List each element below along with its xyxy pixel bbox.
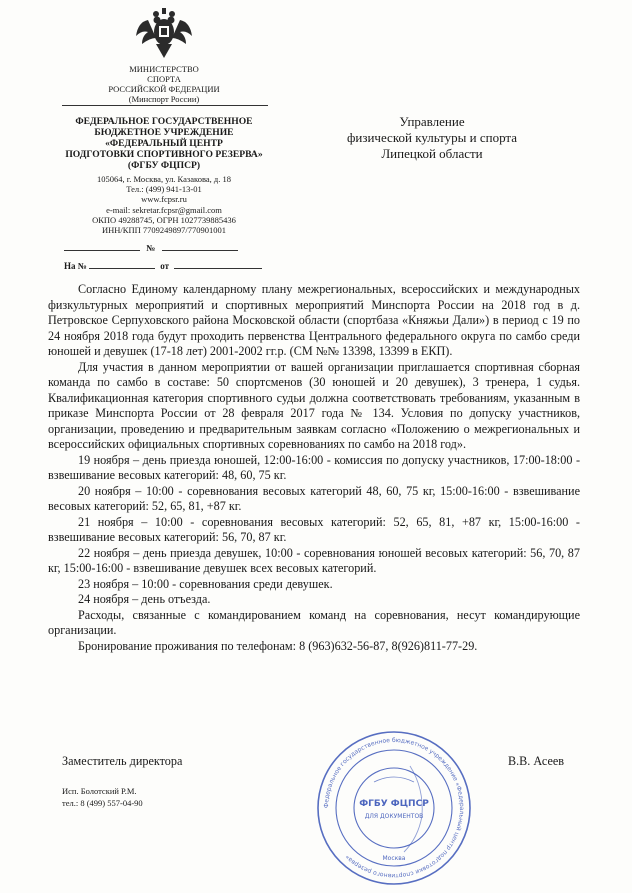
recipient-block — [332, 114, 532, 162]
reply-number-blank — [89, 258, 155, 269]
coat-of-arms-emblem — [134, 6, 194, 62]
stamp-city: Москва — [382, 855, 406, 862]
org-line: (ФГБУ ФЦПСР) — [127, 160, 201, 171]
address-line: e-mail: sekretar.fcpsr@gmail.com — [106, 204, 222, 215]
signatory-position: Заместитель директора — [62, 754, 183, 768]
letter-body — [48, 282, 580, 654]
ministry-line: РОССИЙСКОЙ ФЕДЕРАЦИИ — [108, 84, 220, 94]
ministry-block — [52, 64, 276, 104]
body-paragraph: Расходы, связанные с командированием команд на соревнования, несут командирующие организации. — [48, 607, 580, 637]
body-paragraph: Бронирование проживания по телефонам: 8 (963)632-56-87, 8(926)811-77-29. — [78, 638, 478, 653]
outgoing-date-blank — [64, 240, 140, 251]
org-line: ПОДГОТОВКИ СПОРТИВНОГО РЕЗЕРВА» — [65, 149, 263, 160]
address-line: ИНН/КПП 7709249897/770901001 — [102, 225, 226, 236]
reply-reference-line — [64, 258, 262, 271]
address-line: www.fcpsr.ru — [141, 194, 187, 205]
reply-to-label: На № — [64, 261, 87, 271]
address-line: ОКПО 49288745, ОГРН 1027739885436 — [92, 214, 236, 225]
address-line: 105064, г. Москва, ул. Казакова, д. 18 — [97, 174, 231, 184]
body-paragraph: 20 ноября – 10:00 - соревнования весовых категорий 48, 60, 75 кг, 15:00-16:00 - взвешивание весовых категорий: 52, 65, 81, +87 кг. — [48, 483, 580, 513]
organization-stamp — [314, 728, 474, 888]
body-paragraph: 21 ноября – 10:00 - соревнования весовых категорий: 52, 65, 81, +87 кг, 15:00-16:00 - взвешивание весовых категорий: 56, 70, 87 кг. — [48, 514, 580, 544]
outgoing-number-blank — [162, 240, 238, 251]
executor-name: Исп. Болотский Р.М. — [62, 786, 137, 796]
org-line: БЮДЖЕТНОЕ УЧРЕЖДЕНИЕ — [94, 127, 234, 138]
recipient-line: физической культуры и спорта — [346, 130, 518, 145]
body-paragraph: 23 ноября – 10:00 - соревнования среди девушек. — [78, 576, 333, 591]
stamp-ring-text: Федеральное государственное бюджетное учреждение «Федеральный центр подготовки спортивного резерва» — [322, 736, 466, 880]
recipient-line: Управление — [399, 114, 465, 129]
body-paragraph: Для участия в данном мероприятии от вашей организации приглашается спортивная сборная команда по самбо в составе: 50 спортсменов (30 юношей и 20 девушек), 3 тренера, 1 судья. Квалификационная категория спортивного судьи должна соответствовать требованиям, указанным в приказе Минспорта России от 28 февраля 2017 года № 134. Условия по допуску участников, организации, проведению и предварительным заявкам согласно «Положению о межрегиональных и всероссийских официальных спортивных соревнованиях по самбо на 2018 год». — [48, 359, 580, 451]
ministry-line: МИНИСТЕРСТВО — [129, 64, 199, 74]
stamp-title: ФГБУ ФЦПСР — [359, 799, 429, 809]
executor-phone: тел.: 8 (499) 557-04-90 — [62, 798, 143, 808]
address-line: Тел.: (499) 941-13-01 — [126, 184, 202, 195]
body-paragraph: 19 ноября – день приезда юношей, 12:00-16:00 - комиссия по допуску участников, 17:00-18:00 - взвешивание весовых категорий: 48, 60, 75 кг. — [48, 452, 580, 482]
number-sign: № — [146, 243, 156, 253]
reply-date-blank — [174, 258, 262, 269]
stamp-subtitle: ДЛЯ ДОКУМЕНТОВ — [364, 813, 424, 820]
body-paragraph: Согласно Единому календарному плану межрегиональных, всероссийских и международных физкультурных мероприятий и спортивных мероприятий Минспорта России на 2018 год в д. Петровское Серпуховского района Московской области (спортбаза «Княжьи Дали») в период с 19 по 24 ноября 2018 года будут проходить первенства Центрального федерального округа по самбо среди юношей и девушек (17-18 лет) 2001-2002 гг.р. (СМ №№ 13398, 13399 в ЕКП). — [48, 282, 580, 358]
ministry-line: СПОРТА — [147, 74, 181, 84]
body-paragraph: 22 ноября – день приезда девушек, 10:00 - соревнования юношей весовых категорий: 56, 70, 87 кг, 15:00-16:00 - взвешивание девушек всех весовых категорий. — [48, 545, 580, 575]
body-paragraph: 24 ноября – день отъезда. — [78, 592, 211, 606]
executor-block — [62, 785, 143, 809]
recipient-line: Липецкой области — [381, 146, 483, 161]
ministry-line: (Минспорт России) — [128, 94, 200, 104]
organization-address — [52, 174, 276, 235]
signatory-name: В.В. Асеев — [508, 754, 565, 768]
reply-from-label: от — [160, 261, 170, 271]
outgoing-number-line — [64, 240, 238, 253]
org-line: «ФЕДЕРАЛЬНЫЙ ЦЕНТР — [105, 138, 223, 149]
header-divider — [62, 105, 268, 106]
organization-name — [52, 116, 276, 171]
org-line: ФЕДЕРАЛЬНОЕ ГОСУДАРСТВЕННОЕ — [75, 116, 253, 127]
